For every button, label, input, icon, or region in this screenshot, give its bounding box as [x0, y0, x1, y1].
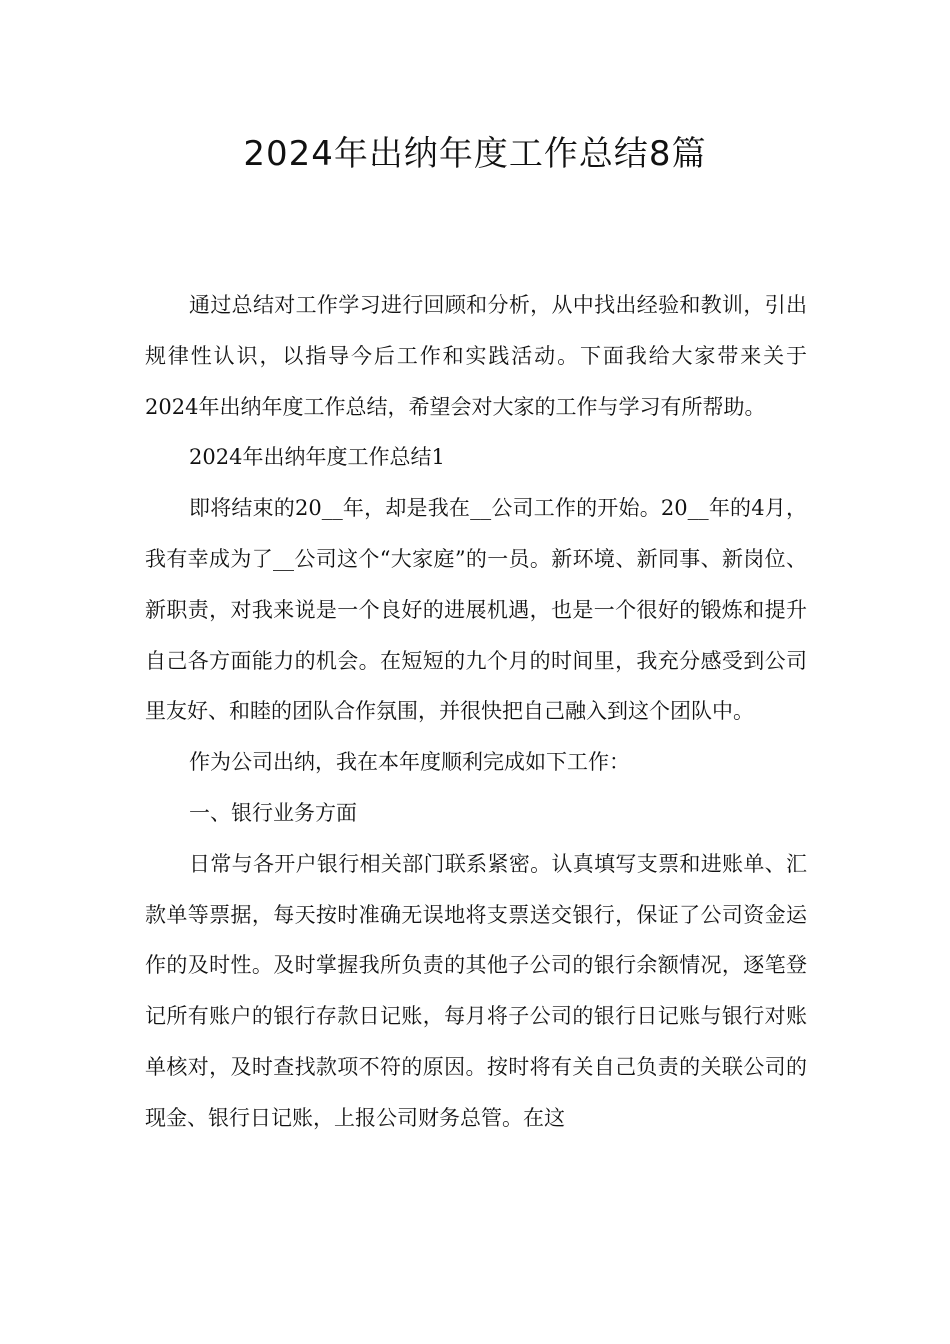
paragraph-intro: 通过总结对工作学习进行回顾和分析，从中找出经验和教训，引出规律性认识，以指导今后工作和实践活动。下面我给大家带来关于2024年出纳年度工作总结，希望会对大家的工作与学习有所帮助。 [145, 293, 807, 419]
section-heading-1: 2024年出纳年度工作总结1 [189, 445, 445, 470]
paragraph-start: 即将结束的20__年，却是我在__公司工作的开始。20__年的4月，我有幸成为了__公司这个“大家庭”的一员。新环境、新同事、新岗位、新职责，对我来说是一个良好的进展机遇，也是一个很好的锻炼和提升自己各方面能力的机会。在短短的九个月的时间里，我充分感受到公司里友好、和睦的团队合作氛围，并很快把自己融入到这个团队中。 [145, 496, 807, 724]
document-title: 2024年出纳年度工作总结8篇 [243, 134, 707, 174]
paragraph-work-intro: 作为公司出纳，我在本年度顺利完成如下工作： [189, 750, 630, 775]
paragraph-bank: 日常与各开户银行相关部门联系紧密。认真填写支票和进账单、汇款单等票据，每天按时准确无误地将支票送交银行，保证了公司资金运作的及时性。及时掌握我所负责的其他子公司的银行余额情况，逐笔登记所有账户的银行存款日记账，每月将子公司的银行日记账与银行对账单核对，及时查找款项不符的原因。按时将有关自己负责的关联公司的现金、银行日记账，上报公司财务总管。在这 [145, 851, 807, 1130]
document-body [145, 280, 807, 1144]
subheading-bank: 一、银行业务方面 [189, 800, 357, 825]
